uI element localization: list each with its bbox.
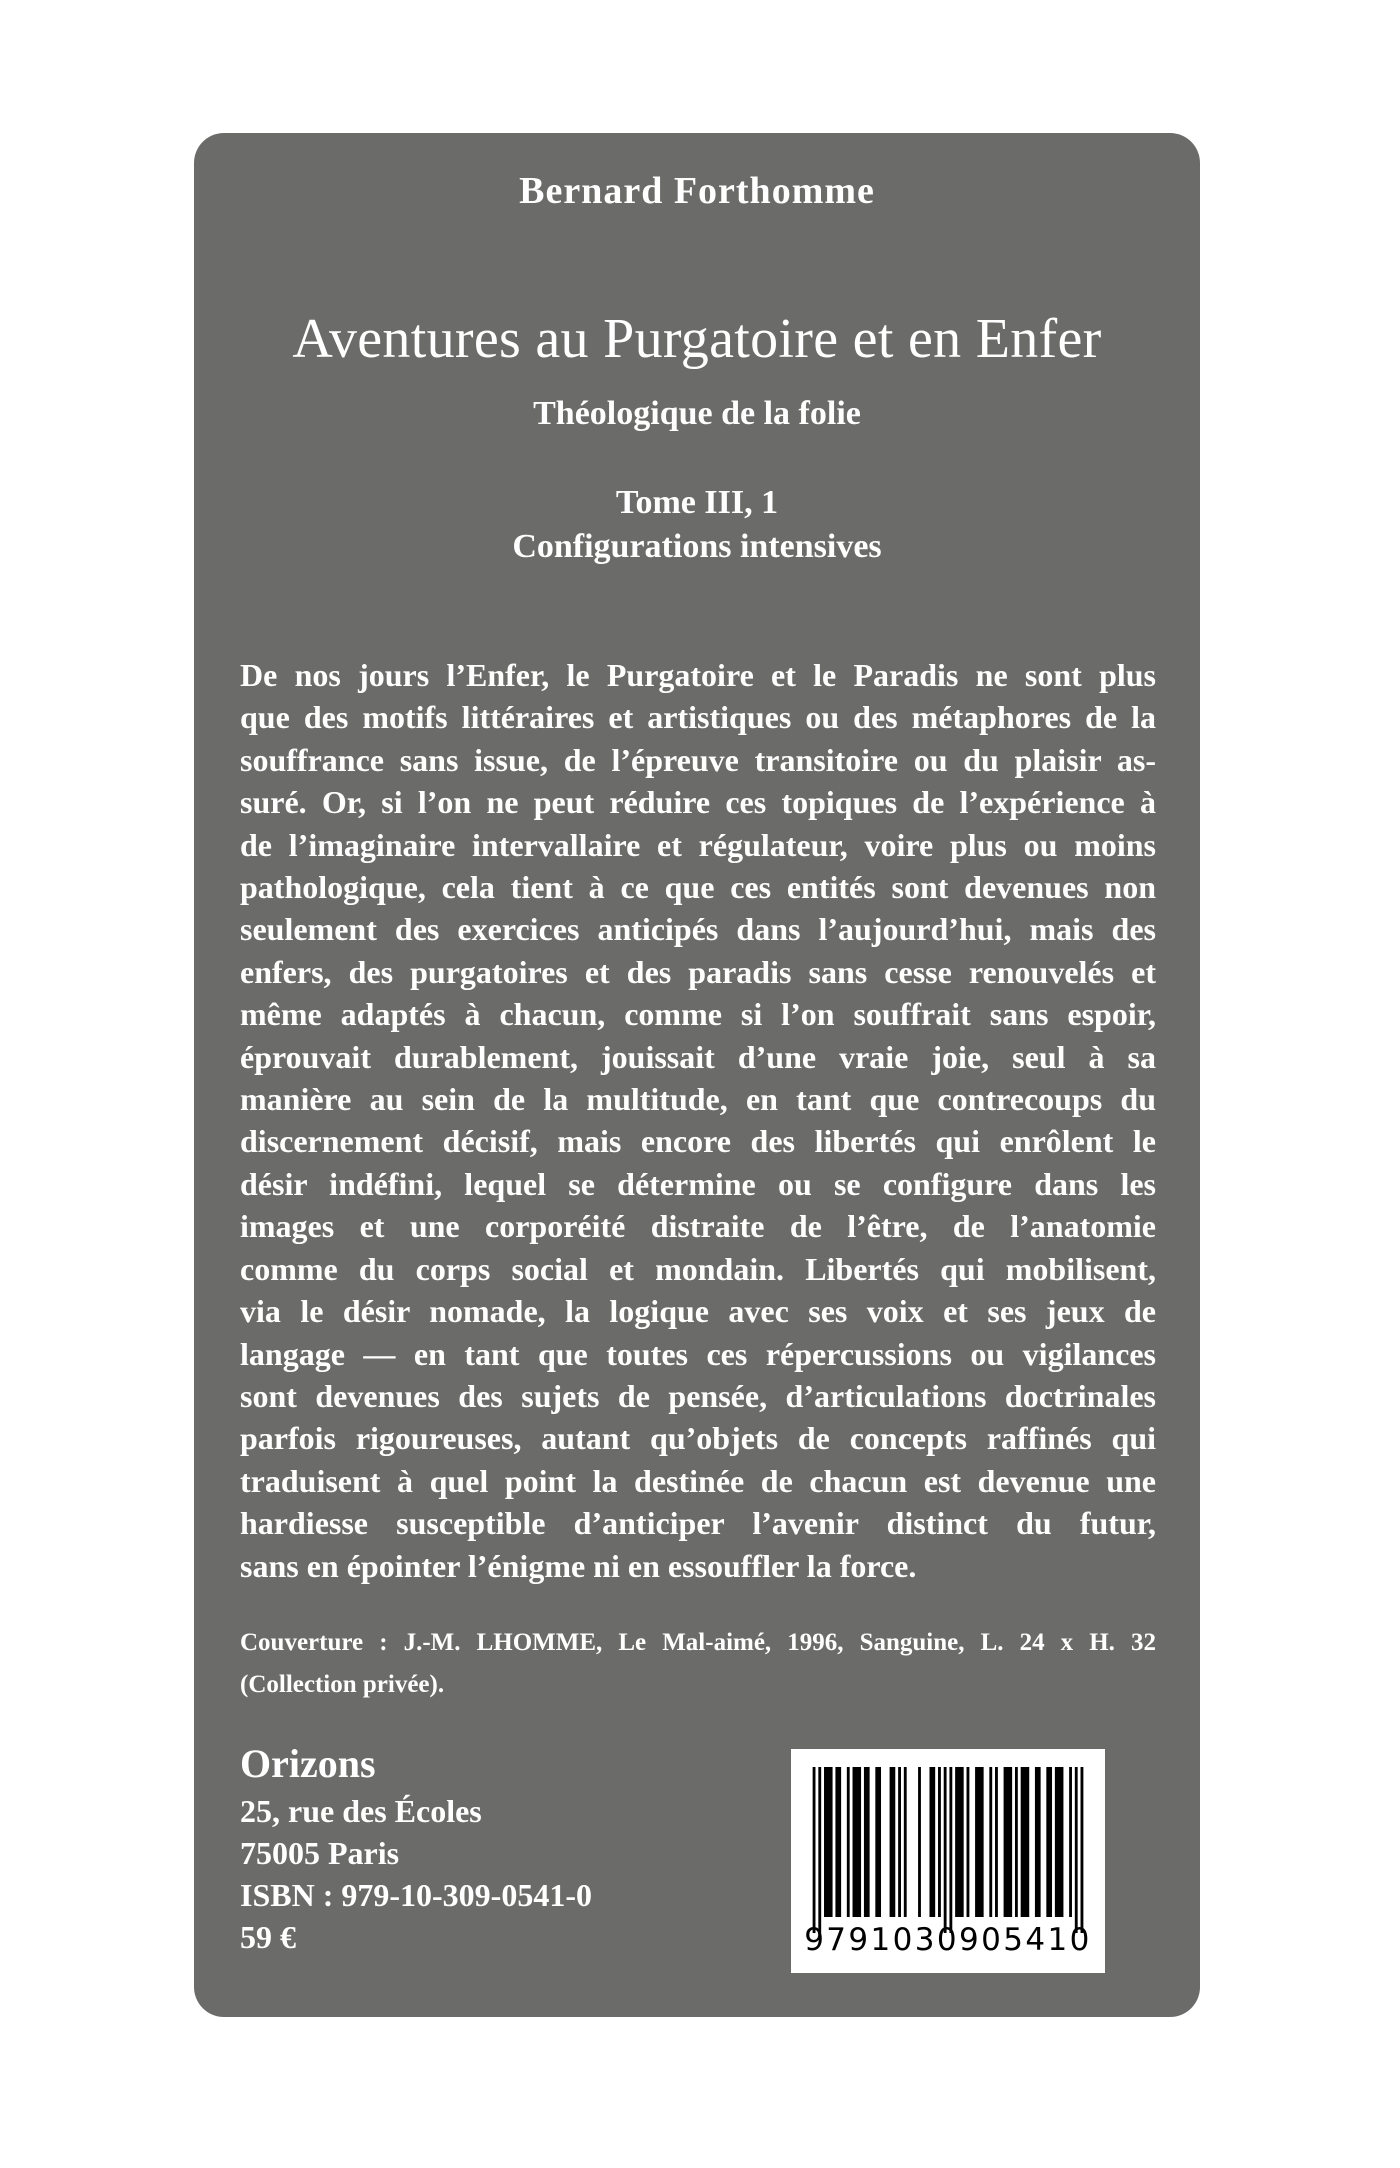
publisher-city: 75005 Paris <box>240 1835 400 1871</box>
summary-line: images et une corporéité distraite de l’être, de l’anatomie <box>240 1208 1156 1245</box>
summary-line: via le désir nomade, la logique avec ses voix et ses jeux de <box>240 1293 1156 1330</box>
summary-line: désir indéfini, lequel se détermine ou se configure dans les <box>240 1165 1156 1202</box>
barcode-bar <box>847 1767 850 1917</box>
book-subtitle: Théologique de la folie <box>533 395 861 432</box>
publisher-block <box>240 1738 760 1958</box>
barcode-bar <box>864 1767 870 1917</box>
barcode-bar <box>967 1767 970 1917</box>
summary-line: sont devenues des sujets de pensée, d’articulations doctrinales <box>240 1377 1156 1414</box>
barcode-bar <box>1004 1767 1013 1917</box>
publisher-address: 25, rue des Écoles <box>240 1793 482 1829</box>
barcode-bar <box>813 1767 816 1933</box>
summary-line: éprouvait durablement, jouissait d’une vraie joie, seul à sa <box>240 1038 1156 1075</box>
summary-line: manière au sein de la multitude, en tant que contrecoups du <box>240 1081 1156 1118</box>
barcode-bar <box>818 1767 821 1933</box>
barcode-bar <box>1035 1767 1041 1917</box>
isbn: ISBN : 979-10-309-0541-0 <box>240 1877 592 1913</box>
summary-line: même adaptés à chacun, comme si l’on souffrait sans espoir, <box>240 996 1156 1033</box>
price: 59 € <box>240 1919 296 1955</box>
barcode-bar <box>898 1767 901 1917</box>
publisher-name: Orizons <box>240 1741 376 1786</box>
barcode-bar <box>1046 1767 1052 1917</box>
summary-line: hardiesse susceptible d’anticiper l’avenir distinct du futur, <box>240 1505 1156 1542</box>
barcode-bar <box>1015 1767 1018 1917</box>
barcode-bar <box>853 1767 862 1917</box>
summary-line: suré. Or, si l’on ne peut réduire ces topiques de l’expérience à <box>240 784 1156 821</box>
book-title: Aventures au Purgatoire et en Enfer <box>292 308 1102 370</box>
barcode-bar <box>1075 1767 1078 1933</box>
summary-line: enfers, des purgatoires et des paradis sans cesse renouvelés et <box>240 953 1156 990</box>
credit-line: Couverture : J.-M. LHOMME, Le Mal-aimé, 1996, Sanguine, L. 24 x H. 32 <box>240 1629 1156 1656</box>
isbn-barcode <box>791 1749 1105 1973</box>
summary-line: seulement des exercices anticipés dans l’aujourd’hui, mais des <box>240 911 1156 948</box>
summary-line: que des motifs littéraires et artistiques ou des métaphores de la <box>240 699 1156 736</box>
barcode-bar <box>929 1767 935 1917</box>
author-name: Bernard Forthomme <box>519 170 875 212</box>
barcode-bar <box>875 1767 881 1917</box>
barcode-bar <box>1069 1767 1072 1917</box>
barcode-bar <box>890 1767 896 1917</box>
summary-line: pathologique, cela tient à ce que ces entités sont devenues non <box>240 869 1156 906</box>
barcode-bar <box>989 1767 992 1917</box>
barcode-bar <box>949 1767 952 1933</box>
barcode-bar <box>904 1767 907 1917</box>
credit-line: (Collection privée). <box>240 1671 445 1698</box>
summary-line: sans en épointer l’énigme ni en essouffler la force. <box>240 1547 917 1584</box>
barcode-bar <box>944 1767 947 1933</box>
summary-line: de l’imaginaire intervallaire et régulateur, voire plus ou moins <box>240 826 1156 863</box>
volume-heading <box>194 481 1200 569</box>
summary-line: De nos jours l’Enfer, le Purgatoire et le Paradis ne sont plus <box>240 657 1156 693</box>
summary-line: discernement décisif, mais encore des libertés qui enrôlent le <box>240 1123 1156 1160</box>
barcode-bar <box>1081 1767 1084 1933</box>
summary-line: traduisent à quel point la destinée de chacun est devenue une <box>240 1462 1156 1499</box>
barcode-bar <box>975 1767 984 1917</box>
barcode-bar <box>824 1767 833 1917</box>
barcode-bar <box>835 1767 841 1917</box>
volume-title: Configurations intensives <box>512 528 882 565</box>
summary-text <box>240 654 1156 1587</box>
summary-line: souffrance sans issue, de l’épreuve transitoire ou du plaisir as- <box>240 741 1156 778</box>
summary-line: langage — en tant que toutes ces répercussions ou vigilances <box>240 1335 1156 1372</box>
barcode-bar <box>938 1767 941 1917</box>
barcode-bar <box>995 1767 998 1917</box>
tome-number: Tome III, 1 <box>615 484 779 521</box>
back-cover-panel <box>194 133 1200 2017</box>
barcode-digits: 9791030905410 <box>804 1922 1092 1958</box>
summary-line: parfois rigoureuses, autant qu’objets de concepts raffinés qui <box>240 1420 1156 1457</box>
summary-line: comme du corps social et mondain. Libertés qui mobilisent, <box>240 1250 1156 1287</box>
barcode-bar <box>1021 1767 1030 1917</box>
barcode-bar <box>955 1767 964 1917</box>
cover-credit <box>240 1622 1156 1706</box>
barcode-bar <box>1055 1767 1064 1917</box>
barcode-bar <box>918 1767 921 1917</box>
